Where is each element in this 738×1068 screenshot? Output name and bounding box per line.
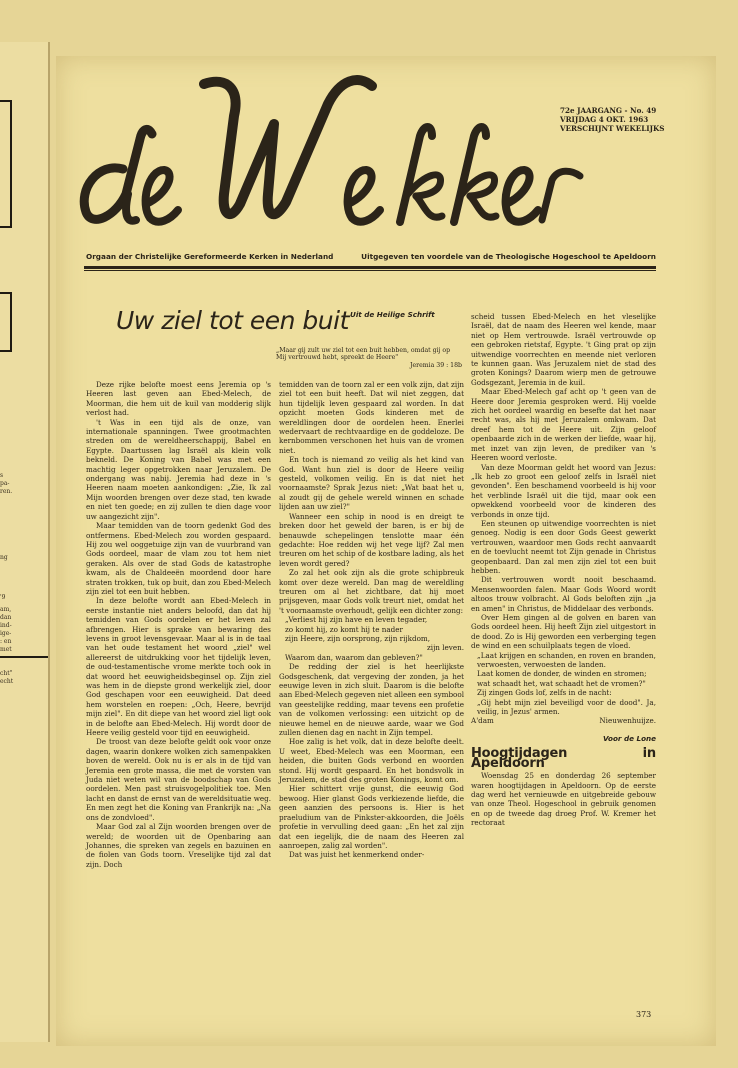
left-page-fragment: ind- xyxy=(0,622,12,629)
signature-place: A'dam xyxy=(471,716,494,726)
verse-line: „Laat krijgen en schanden, en roven en branden, xyxy=(477,650,656,660)
verse-line: wat schaadt het, wat schaadt het de vromen?" xyxy=(477,678,646,688)
paragraph: Van deze Moorman geldt het woord van Jezus: „Ik heb zo groot een geloof zelfs in Israël niet gevonden". Een beschamend voorbeeld is hij voor het verblinde Israël uit die tijd, maar ook een opwekkend voorbeeld voor de kinderen des verbonds in onze tijd. xyxy=(471,462,656,519)
verse-line: verwoesten, verwoesten de landen. xyxy=(477,660,606,670)
paragraph: Maar Ebed-Melech gaf acht op 't geen van de Heere door Jeremia gesproken werd. Hij voelde zich het oordeel waardig en besefte dat het naar recht was, als hij met Jeruzalem omkwam. Dat dreef hem tot de Heere uit. Zijn geloof openbaarde zich in de werken der liefde, waar hij, met inzet van zijn leven, de prediker van 's Heeren woord verloste. xyxy=(471,387,656,463)
left-page-fragment: s xyxy=(0,472,4,479)
verse-line: „Verliest hij zijn have en leven tegader, xyxy=(285,615,428,625)
verse-line: „Gij hebt mijn ziel beveiligd voor de dood". Ja, veilig, in Jezus' armen. xyxy=(477,697,656,717)
verse-line: Laat komen de donder, de winden en stromen; xyxy=(477,669,647,679)
article-section-label: Uit de Heilige Schrift xyxy=(350,310,435,319)
paragraph: Deze rijke belofte moest eens Jeremia op 's Heeren last geven aan Ebed-Melech, de Moorman, die hem uit de kuil van modderig slijk verlost had. xyxy=(86,380,271,418)
paragraph: Een steunen op uitwendige voorrechten is niet genoeg. Nodig is een door Gods Geest gewerkt vertrouwen, waardoor men Gods recht aanvaardt en de toevlucht neemt tot Zijn genade in Christus geopenbaard. Dan zal men zijn ziel tot een buit hebben. xyxy=(471,518,656,575)
paragraph: temidden van de toorn zal er een volk zijn, dat zijn ziel tot een buit heeft. Dat wil niet zeggen, dat hun tijdelijk leven gespaard zal worden. In dat opzicht moeten Gods kinderen met de wereldlingen door de oordelen heen. Enerlei wedervaart de rechtvaardige en de goddeloze. De kernbommen verschonen het huis van de vromen niet. xyxy=(279,380,464,455)
signature-name: Nieuwenhuijze. xyxy=(599,716,656,726)
subtitle-right: Uitgegeven ten voordele van de Theologische Hogeschool te Apeldoorn xyxy=(361,252,656,261)
left-page-fragment: ren. xyxy=(0,488,13,495)
issue-volume: 72e JAARGANG - No. 49 xyxy=(560,106,657,115)
news-title: Hoogtijdagen in Apeldoorn xyxy=(471,746,656,771)
left-page-fragment: echt xyxy=(0,678,14,685)
masthead-subtitle xyxy=(86,252,656,261)
issue-date: VRIJDAG 4 OKT. 1963 xyxy=(560,115,649,124)
verse-line: zijn leven. xyxy=(426,643,464,653)
left-page-fragment: ige- xyxy=(0,630,12,637)
left-page-fragment: cht" xyxy=(0,670,13,677)
paragraph: De redding der ziel is het heerlijkste Godsgeschenk, dat vergeving der zonden, ja het eeuwige leven in zich sluit. Daarom is die belofte aan Ebed-Melech gegeven niet alleen een symbool van geestelijke redding, maar tevens een profetie van de volkomen verlossing: een uitzicht op de nieuwe hemel en de nieuwe aarde, waar we God zullen dienen dag en nacht in Zijn tempel. xyxy=(279,662,464,738)
left-page-fragment: '9 xyxy=(0,594,6,601)
left-page-fragment: am, xyxy=(0,606,12,613)
left-page-box xyxy=(0,292,12,352)
article-epigraph xyxy=(276,347,462,369)
paragraph: Hoe zalig is het volk, dat in deze belofte deelt. U weet, Ebed-Melech was een Moorman, een heiden, die buiten Gods verbond en woorden stond. Hij wordt gespaard. En het bondsvolk in Jeruzalem, de stad des groten Konings, komt om. xyxy=(279,737,464,785)
paragraph: Wanneer een schip in nood is en dreigt te breken door het geweld der baren, is er bij de benauwde schepelingen tenslotte maar één gedachte: Hoe redden wij het vege lijf? Zal men treuren om het schip of de kostbare lading, als het leven wordt gered? xyxy=(279,511,464,568)
verse-line: zo komt hij, zo komt hij te nader xyxy=(285,624,403,634)
paragraph: Maar God zal al Zijn woorden brengen over de wereld; de woorden uit de Openbaring aan Johannes, die spreken van zegels en bazuinen en de fiolen van Gods toorn. Vreselijke tijd zal dat zijn. Doch xyxy=(86,822,271,869)
left-page-divider xyxy=(0,656,48,658)
paragraph: Maar temidden van de toorn gedenkt God des ontfermens. Ebed-Melech zou worden gespaard. Hij zou wel ooggetuige zijn van de vuurbrand van Gods oordeel, maar de vlam zou tot hem niet geraken. Als over de stad Gods de katastrophe kwam, als de Chaldeeën moordend door hare straten trokken, tuk op buit, dan zou Ebed-Melech zijn ziel tot een buit hebben. xyxy=(86,521,271,596)
masthead-logo xyxy=(28,44,588,244)
article-column-3 xyxy=(471,312,656,828)
left-page-fragment: : en xyxy=(0,638,12,645)
left-page-box xyxy=(0,100,12,228)
left-page-fragment: pa- xyxy=(0,480,10,487)
verse-line: Zij zingen Gods lof, zelfs in de nacht: xyxy=(477,688,612,698)
left-page-fragment: dan xyxy=(0,614,12,621)
news-paragraph: Woensdag 25 en donderdag 26 september waren hoogtijdagen in Apeldoorn. Op de eerste dag werd het vernieuwde en uitgebreide gebouw van onze Theol. Hogeschool in gebruik genomen en op de tweede dag droeg Prof. W. Kremer het rectoraat xyxy=(471,771,656,828)
article-title: Uw ziel tot een buit xyxy=(116,306,349,335)
article-column-1 xyxy=(86,380,271,869)
paragraph: In deze belofte wordt aan Ebed-Melech in eerste instantie niet anders beloofd, dan dat hij temidden van Gods oordelen er het leven zal afbrengen. Hier is sprake van bewaring des levens in groot levensgevaar. Maar al is in de taal van het oude testament het woord „ziel" wel allereerst de uitdrukking voor het tijdelijk leven, de oud-testamentische vrome merkte toch ook in dat woord het eeuwigheidsbeginsel op. Zijn ziel was hem in de diepste grond werkelijk ziel, door God geschapen voor een eeuwigheid. Dat deed hem worstelen en roepen: „Och, Heere, bevrijd mijn ziel". En dit diepe van het woord ziel ligt ook in de belofte aan Ebed-Melech. Hij wordt door de Heere veilig gesteld voor tijd en eeuwigheid. xyxy=(86,596,271,738)
paragraph: Zo zal het ook zijn als die grote schipbreuk komt over deze wereld. Dan mag de wereldling treuren om al het zichtbare, dat hij moet prijsgeven, maar Gods volk treurt niet, omdat het 't voornaamste overhoudt, gelijk een dichter zong: xyxy=(279,568,464,615)
article-column-2 xyxy=(279,380,464,860)
masthead-rule-thin xyxy=(84,270,656,271)
paragraph: En toch is niemand zo veilig als het kind van God. Want hun ziel is door de Heere veilig gesteld, volkomen veilig. En is dat niet het voornaamste? Sprak Jezus niet: „Wat baat het u, al zoudt gij de gehele wereld winnen en schade lijden aan uw ziel?" xyxy=(279,455,464,512)
issue-frequency: VERSCHIJNT WEKELIJKS xyxy=(560,124,665,133)
paragraph: Dat was juist het kenmerkend onder- xyxy=(289,850,425,860)
subtitle-left: Orgaan der Christelijke Gereformeerde Kerken in Nederland xyxy=(86,252,334,261)
masthead-rule xyxy=(84,266,656,269)
issue-info xyxy=(560,106,664,133)
verse-line: zijn Heere, zijn oorsprong, zijn rijkdom, xyxy=(285,633,431,643)
epigraph-reference: Jeremia 39 : 18b xyxy=(410,361,462,369)
verse-line: Waarom dan, waarom dan gebleven?" xyxy=(285,652,423,662)
epigraph-text: „Maar gij zult uw ziel tot een buit hebben, omdat gij op Mij vertrouwd hebt, spreekt de Heere" xyxy=(276,347,451,362)
article-signature xyxy=(471,716,656,725)
left-page-fragment: met xyxy=(0,646,12,653)
left-page-fragment: ng xyxy=(0,554,8,561)
paragraph: 't Was in een tijd als de onze, van internationale spanningen. Twee grootmachten streden om de wereldheerschappij, Babel en Egypte. Daartussen lag Israël als klein volk bekneld. De Koning van Babel was met een machtig leger opgetrokken naar Jeruzalem. De ondergang was nabij. Jeremia had deze in 's Heeren naam moeten aankondigen: „Zie, Ik zal Mijn woorden brengen over deze stad, ten kwade en niet ten goede; en zij zullen te dien dage voor uw aangezicht zijn". xyxy=(86,417,271,521)
paragraph: Hier schittert vrije gunst, die eeuwig God bewoog. Hier glanst Gods verkiezende liefde, die geen aanzien des persoons is. Hier is het praeludium van de Pinkster-akkoorden, die Joëls profetie in vervulling deed gaan: „En het zal zijn dat een iegelijk, die de naam des Heeren zal aanroepen, zalig zal worden". xyxy=(279,784,464,850)
news-section-label: Voor de Lone xyxy=(603,733,656,743)
paragraph: Dit vertrouwen wordt nooit beschaamd. Mensenwoorden falen. Maar Gods Woord wordt altoos trouw volbracht. Al Gods beloften zijn „ja en amen" in Christus, de Middelaar des verbonds. xyxy=(471,575,656,613)
paragraph: De troost van deze belofte geldt ook voor onze dagen, waarin donkere wolken zich samenpakken boven de wereld. Ook nu is er als in de tijd van Jeremia een grote massa, die met de vorsten van Juda niet weten wil van de boodschap van Gods oordelen. Men past struisvogelpolitiek toe. Men lacht en danst de ernst van de wereldsituatie weg. En men zegt het die Koning van Frankrijk na: „Na ons de zondvloed". xyxy=(86,737,271,822)
paragraph: scheid tussen Ebed-Melech en het vleselijke Israël, dat de naam des Heeren wel kende, maar niet op Hem vertrouwde. Israël vertrouwde op een gebroken rietstaf, Egypte. 't Ging prat op zijn uitwendige voorrechten en meende niet verloren te kunnen gaan. Was Jeruzalem niet de stad des groten Konings? Daarom wierp men de getrouwe Godsgezant, Jeremia in de kuil. xyxy=(471,312,656,387)
page-number: 373 xyxy=(636,1010,652,1019)
paragraph: Over Hem gingen al de golven en baren van Gods oordeel heen. Hij heeft Zijn ziel uitgestort in de dood. Zo is Hij geworden een verberging tegen de wind en een schuilplaats tegen de vloed. xyxy=(471,613,656,651)
